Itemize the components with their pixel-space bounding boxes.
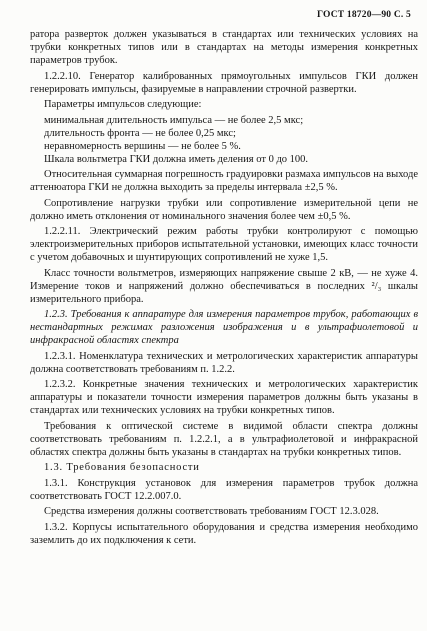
paragraph: Сопротивление нагрузки трубки или сопротивление измерительной цепи не должно иметь отклонения от номинального значения более чем ±0,5 %.: [30, 197, 418, 222]
paragraph: Средства измерения должны соответствовать требованиям ГОСТ 12.3.028.: [44, 506, 379, 517]
paragraph: 1.2.2.11. Электрический режим работы трубки контролируют с помощью электроизмерительных приборов испытательной установки, имеющих класс точности с учетом добавочных и шунтирующих сопротивлений не хуже 1,5.: [30, 226, 418, 263]
paragraph: 1.3.1. Конструкция установок для измерения параметров трубок должна соответствовать ГОСТ 12.2.007.0.: [30, 477, 418, 502]
paragraph: Относительная суммарная погрешность градуировки размаха импульсов на выходе аттенюатора ГКИ не должна выходить за пределы интервала ±2,5 %.: [30, 169, 418, 193]
paragraph: длительность фронта — не более 0,25 мкс;: [44, 127, 236, 139]
document-body: [30, 28, 418, 549]
paragraph: ратора разверток должен указываться в стандартах или технических условиях на трубки конкретных типов или в стандартах на методы измерения конкретных параметров трубок.: [30, 29, 418, 66]
paragraph: Требования к оптической системе в видимой области спектра должны соответствовать требованиям п. 1.2.2.1, а в ультрафиолетовой и инфракрасной областях спектра должны быть указаны в стандартах на трубки конкретных типов.: [30, 420, 418, 458]
page-header: ГОСТ 18720—90 С. 5: [317, 10, 411, 20]
section-heading: 1.2.3. Требования к аппаратуре для измерения параметров трубок, работающих в нестандартных режимах разложения изображения и в ультрафиолетовой и инфракрасной областях спектра: [30, 309, 418, 346]
paragraph: минимальная длительность импульса — не более 2,5 мкс;: [44, 114, 304, 126]
paragraph: Шкала вольтметра ГКИ должна иметь деления от 0 до 100.: [44, 153, 309, 165]
paragraph: Параметры импульсов следующие:: [44, 99, 202, 110]
section-heading: 1.3. Требования безопасности: [44, 462, 200, 473]
paragraph: 1.2.2.10. Генератор калиброванных прямоугольных импульсов ГКИ должен генерировать импульсы, фазируемые в направлении строчной развертки.: [30, 70, 418, 95]
paragraph: 1.2.3.2. Конкретные значения технических и метрологических характеристик аппаратуры и показатели точности измерения параметров должны быть указаны в стандартах или технических условиях на трубки конкретных типов.: [30, 379, 418, 416]
paragraph: 1.3.2. Корпусы испытательного оборудования и средства измерения необходимо заземлить до их подключения к сети.: [30, 521, 418, 546]
paragraph: неравномерность вершины — не более 5 %.: [44, 140, 241, 152]
paragraph: 1.2.3.1. Номенклатура технических и метрологических характеристик аппаратуры должна соответствовать требованиям п. 1.2.2.: [30, 350, 418, 375]
paragraph: Класс точности вольтметров, измеряющих напряжение свыше 2 кВ, — не хуже 4. Измерение токов и напряжений должно обеспечиваться в последних ²/₃ шкалы измерительного прибора.: [30, 267, 418, 305]
